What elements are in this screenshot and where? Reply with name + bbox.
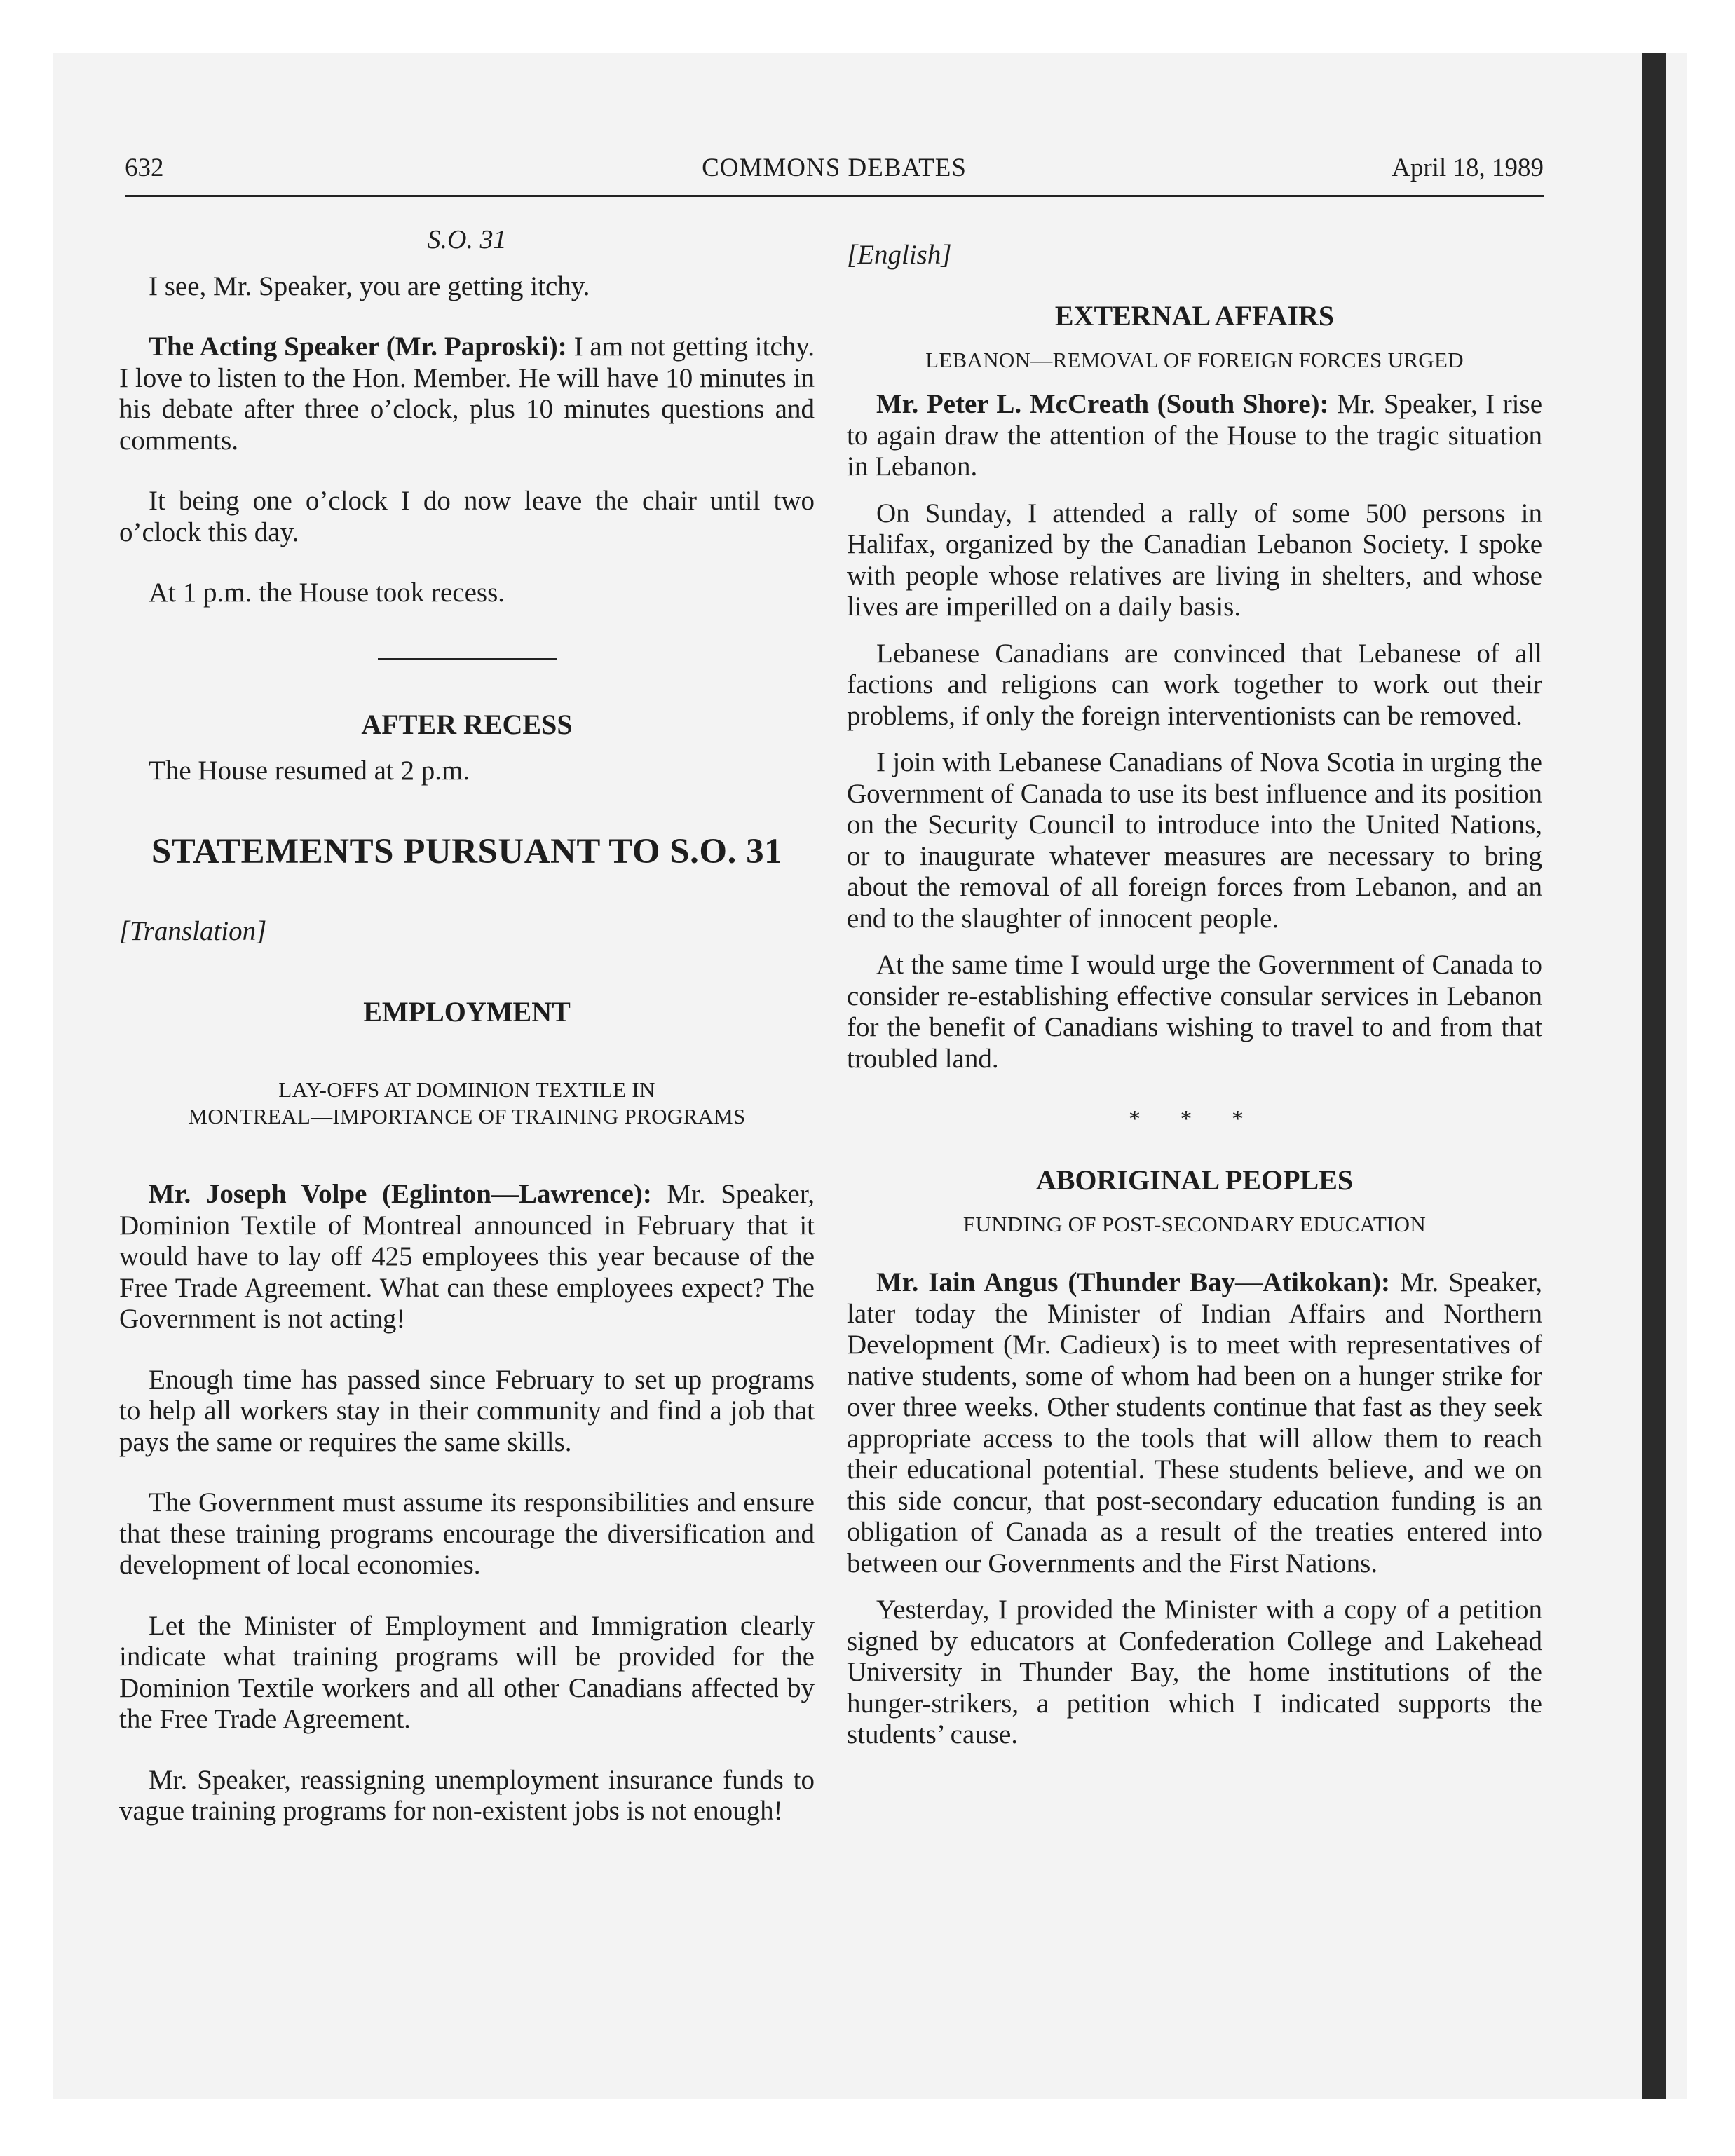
section-heading-major: STATEMENTS PURSUANT TO S.O. 31 bbox=[151, 831, 783, 871]
section-heading: AFTER RECESS bbox=[361, 708, 573, 740]
speech-text: Mr. Speaker, later today the Minister of Indian Affairs and Northern Development (Mr. Cadieux) is to meet with representatives of native students, some of whom had been on a hunger strike for over three weeks. Other students continue that fast as they seek appropriate access to the tools that will allow them to reach their educational potential. These students believe, and we on this side concur, that post-secondary education funding is an obligation of Canada as a result of the treaties entered into between our Governments and the First Nations. bbox=[847, 1267, 1542, 1578]
paragraph: It being one o’clock I do now leave the chair until two o’clock this day. bbox=[119, 486, 815, 547]
topic-heading: EMPLOYMENT bbox=[363, 995, 571, 1028]
speaker-name: Mr. Iain Angus (Thunder Bay—Atikokan): bbox=[876, 1267, 1391, 1297]
paragraph bbox=[847, 389, 1542, 483]
paragraph bbox=[119, 332, 815, 456]
speaker-name: The Acting Speaker (Mr. Paproski): bbox=[149, 332, 567, 362]
paragraph: The Government must assume its responsibilities and ensure that these training programs encourage the diversification and development of local economies. bbox=[119, 1487, 815, 1580]
speech-text: Mr. Speaker, I rise to again draw the attention of the House to the tragic situation in Lebanon. bbox=[847, 389, 1543, 482]
speaker-name: Mr. Joseph Volpe (Eglinton—Lawrence): bbox=[149, 1179, 652, 1209]
speaker-name: Mr. Peter L. McCreath (South Shore): bbox=[876, 389, 1329, 419]
topic-subheading: LEBANON—REMOVAL OF FOREIGN FORCES URGED bbox=[925, 348, 1464, 372]
paragraph bbox=[119, 1179, 815, 1335]
paragraph: At the same time I would urge the Government of Canada to consider re-establishing effective consular services in Lebanon for the benefit of Canadians wishing to travel to and from that troubled land. bbox=[847, 950, 1542, 1074]
language-note: [English] bbox=[847, 240, 952, 270]
paragraph: On Sunday, I attended a rally of some 500 persons in Halifax, organized by the Canadian Lebanon Society. I spoke with people whose relatives are living in shelters, and whose lives are imperilled on a daily basis. bbox=[847, 498, 1542, 622]
running-head: S.O. 31 bbox=[427, 225, 507, 254]
speech-text: I am not getting itchy. I love to listen to the Hon. Member. He will have 10 minutes in his debate after three o’clock, plus 10 minutes questions and comments. bbox=[119, 332, 815, 456]
speech-text: Mr. Speaker, Dominion Textile of Montreal announced in February that it would have to lay off 425 employees this year because of the Free Trade Agreement. What can these employees expect? The Government is not acting! bbox=[119, 1179, 815, 1334]
page-header bbox=[125, 153, 1544, 197]
paragraph bbox=[847, 1267, 1542, 1579]
paragraph: Yesterday, I provided the Minister with a copy of a petition signed by educators at Confederation College and Lakehead University in Thunder Bay, the home institutions of the hunger-strikers, a petition which I indicated supports the students’ cause. bbox=[847, 1595, 1542, 1749]
scan-edge-shadow bbox=[1642, 53, 1666, 2099]
paragraph: Enough time has passed since February to set up programs to help all workers stay in their community and find a job that pays the same or requires the same skills. bbox=[119, 1364, 815, 1457]
topic-subheading: MONTREAL—IMPORTANCE OF TRAINING PROGRAMS bbox=[188, 1104, 746, 1128]
topic-heading: ABORIGINAL PEOPLES bbox=[1035, 1164, 1354, 1196]
topic-subheading: LAY-OFFS AT DOMINION TEXTILE IN bbox=[278, 1077, 655, 1102]
paragraph: Lebanese Canadians are convinced that Lebanese of all factions and religions can work together to work out their problems, if only the foreign interventionists can be removed. bbox=[847, 638, 1542, 731]
paragraph: At 1 p.m. the House took recess. bbox=[149, 578, 505, 608]
paragraph: I see, Mr. Speaker, you are getting itchy. bbox=[149, 271, 590, 301]
topic-heading: EXTERNAL AFFAIRS bbox=[1054, 299, 1335, 332]
left-column bbox=[119, 224, 815, 1827]
paragraph: Let the Minister of Employment and Immigration clearly indicate what training programs will be provided for the Dominion Textile workers and all other Canadians affected by the Free Trade Agreement. bbox=[119, 1610, 815, 1734]
publication-title: COMMONS DEBATES bbox=[702, 153, 967, 182]
topic-subheading: FUNDING OF POST-SECONDARY EDUCATION bbox=[962, 1212, 1427, 1236]
page-number: 632 bbox=[125, 153, 164, 182]
right-column bbox=[847, 224, 1542, 1751]
language-note: [Translation] bbox=[119, 916, 267, 946]
section-separator: * * * bbox=[1129, 1106, 1260, 1132]
publication-date: April 18, 1989 bbox=[1392, 153, 1544, 182]
paragraph: Mr. Speaker, reassigning unemployment insurance funds to vague training programs for non-existent jobs is not enough! bbox=[119, 1764, 815, 1826]
paragraph: I join with Lebanese Canadians of Nova Scotia in urging the Government of Canada to use its best influence and its position on the Security Council to introduce into the United Nations, or to inaugurate whatever measures are necessary to bring about the removal of all foreign forces from Lebanon, and an end to the slaughter of innocent people. bbox=[847, 747, 1542, 934]
paragraph: The House resumed at 2 p.m. bbox=[149, 756, 470, 786]
